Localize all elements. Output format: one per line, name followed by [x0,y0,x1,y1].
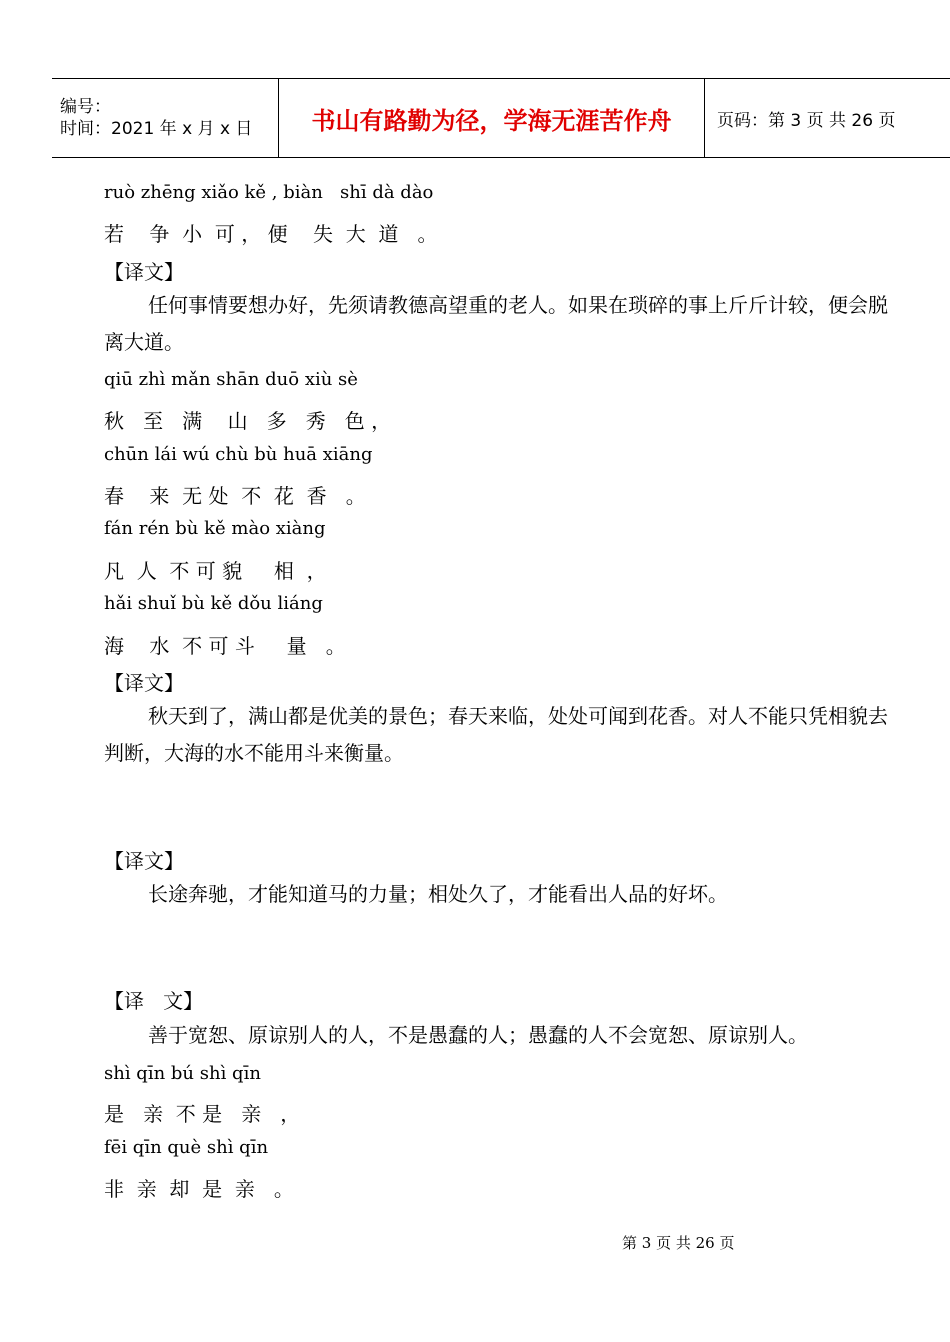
section-heading: 【译文】 [104,849,184,873]
pinyin-line: shì qīn bú shì qīn [104,1063,261,1084]
pinyin-line: fēi qīn què shì qīn [104,1137,269,1158]
time-label: 时间：2021 年 x 月 x 日 [60,119,253,139]
text-line: 是 亲 不 是 亲 ， [104,1102,301,1126]
text-line: 秋 至 满 山 多 秀 色 ， [104,409,392,433]
header-page-info: 页码：第 3 页 共 26 页 [717,110,896,131]
translation-paragraph: 善于宽恕、原谅别人的人，不是愚蠢的人；愚蠢的人不会宽恕、原谅别人。 [148,1023,808,1047]
page-header [52,78,950,158]
section-heading: 【译 文】 [104,989,204,1013]
pinyin-line: qiū zhì mǎn shān duō xiù sè [104,369,358,390]
header-meta [52,79,279,157]
text-line: 春 来 无 处 不 花 香 。 [104,484,366,508]
text-line: 凡 人 不 可 貌 相 ， [104,559,327,583]
text-line: 海 水 不 可 斗 量 。 [104,634,346,658]
page-footer: 第 3 页 共 26 页 [622,1234,735,1252]
header-motto: 书山有路勤为径，学海无涯苦作舟 [279,79,705,157]
translation-paragraph: 任何事情要想办好，先须请教德高望重的老人。如果在琐碎的事上斤斤计较，便会脱离大道。 [104,293,888,354]
translation-paragraph: 秋天到了，满山都是优美的景色；春天来临，处处可闻到花香。对人不能只凭相貌去判断，大海的水不能用斗来衡量。 [104,704,888,765]
text-line: 非 亲 却 是 亲 。 [104,1177,294,1201]
pinyin-line: chūn lái wú chù bù huā xiāng [104,444,373,465]
translation-paragraph: 长途奔驰，才能知道马的力量；相处久了，才能看出人品的好坏。 [148,882,728,906]
pinyin-line: hǎi shuǐ bù kě dǒu liáng [104,593,323,614]
text-line: 若 争 小 可 ， 便 失 大 道 。 [104,222,438,246]
code-label: 编号： [60,97,111,117]
pinyin-line: fán rén bù kě mào xiàng [104,518,326,539]
section-heading: 【译文】 [104,671,184,695]
section-heading: 【译文】 [104,260,184,284]
pinyin-line: ruò zhēng xiǎo kě , biàn shī dà dào [104,182,434,203]
